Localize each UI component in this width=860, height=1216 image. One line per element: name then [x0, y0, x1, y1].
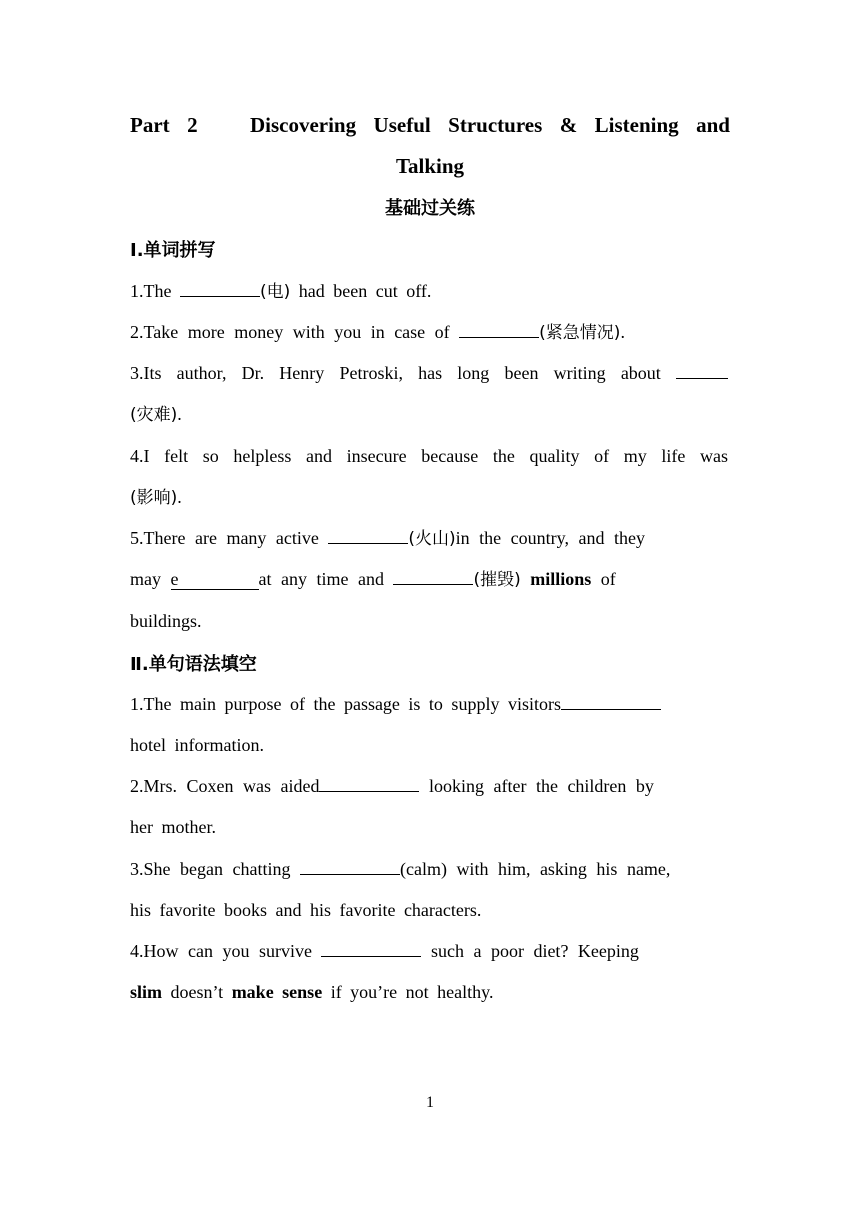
grammar-item-4-cont: slim doesn’t make sense if you’re not healthy. [130, 982, 494, 1002]
answer-blank[interactable] [180, 280, 260, 297]
grammar-item-1-cont: hotel information. [130, 735, 264, 755]
answer-blank[interactable] [328, 527, 408, 544]
spelling-item-5-cont: may e at any time and (摧毁) millions of [130, 569, 616, 590]
grammar-item-1: 1.The main purpose of the passage is to supply visitors [130, 693, 728, 715]
spelling-item-5-end: buildings. [130, 611, 202, 631]
spelling-item-5: 5.There are many active (火山)in the country, and they [130, 528, 645, 549]
spelling-item-4-cont: (影响). [130, 487, 182, 508]
spelling-item-3: 3.Its author, Dr. Henry Petroski, has long been writing about [130, 362, 728, 384]
answer-blank[interactable] [393, 568, 473, 585]
grammar-item-2: 2.Mrs. Coxen was aided looking after the children by [130, 776, 654, 796]
answer-blank-with-letter[interactable]: e [171, 569, 259, 590]
section-1-heading: Ⅰ.单词拼写 [130, 240, 216, 261]
subtitle: 基础过关练 [385, 198, 475, 219]
spelling-item-2: 2.Take more money with you in case of (紧急情况). [130, 322, 625, 343]
grammar-item-3: 3.She began chatting (calm) with him, asking his name, [130, 859, 671, 879]
title-line-1: Part 2 Discovering Useful Structures & Listening and [130, 113, 730, 137]
section-2-heading: Ⅱ.单句语法填空 [130, 654, 257, 675]
answer-blank[interactable] [459, 321, 539, 338]
answer-blank[interactable] [321, 940, 421, 957]
spelling-item-1: 1.The (电) had been cut off. [130, 281, 432, 302]
title-line-2: Talking [395, 154, 465, 178]
answer-blank[interactable] [561, 693, 661, 710]
grammar-item-2-cont: her mother. [130, 817, 216, 837]
answer-blank[interactable] [319, 775, 419, 792]
spelling-item-4: 4.I felt so helpless and insecure because the quality of my life was [130, 446, 728, 466]
page-number: 1 [426, 1094, 434, 1111]
spelling-item-3-cont: (灾难). [130, 404, 182, 425]
document-title [130, 105, 730, 187]
grammar-item-3-cont: his favorite books and his favorite characters. [130, 900, 482, 920]
answer-blank[interactable] [300, 858, 400, 875]
grammar-item-4: 4.How can you survive such a poor diet? Keeping [130, 941, 639, 961]
answer-blank[interactable] [676, 362, 728, 379]
